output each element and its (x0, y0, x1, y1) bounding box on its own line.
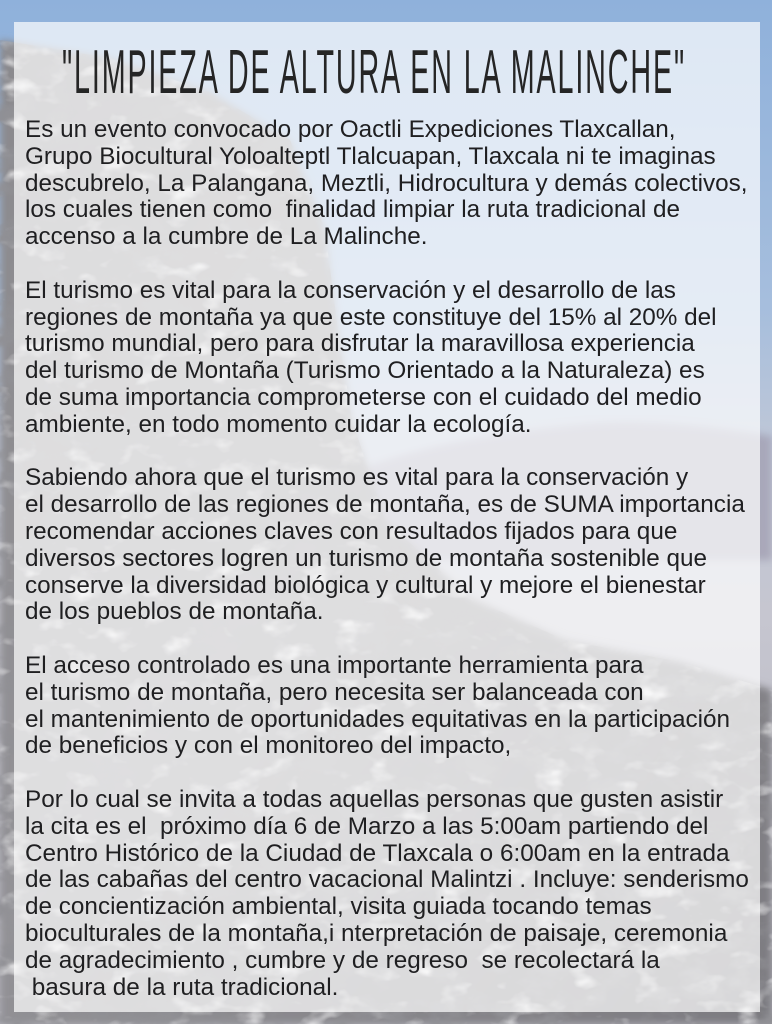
paragraph-mountain-tourism (25, 278, 760, 439)
text-line: el desarrollo de las regiones de montaña, es de SUMA importancia (25, 491, 745, 519)
text-line: Centro Histórico de la Ciudad de Tlaxcala o 6:00am en la entrada (25, 839, 730, 867)
paragraph-controlled-access (25, 653, 760, 760)
text-line: El turismo es vital para la conservación y el desarrollo de las (25, 276, 676, 304)
text-line: los cuales tienen como finalidad limpiar la ruta tradicional de (25, 196, 681, 224)
text-line: de beneficios y con el monitoreo del impacto, (25, 732, 512, 760)
text-line: la cita es el próximo día 6 de Marzo a las 5:00am partiendo del (25, 812, 709, 840)
paragraph-invitation (25, 787, 760, 1001)
paragraph-event-intro (25, 117, 760, 251)
text-line: El acceso controlado es una importante herramienta para (25, 651, 644, 679)
text-line: Por lo cual se invita a todas aquellas personas que gusten asistir (25, 785, 724, 813)
text-line: Grupo Biocultural Yoloalteptl Tlalcuapan, Tlaxcala ni te imaginas (25, 142, 716, 170)
text-line: recomendar acciones claves con resultados fijados para que (25, 517, 678, 545)
text-line: diversos sectores logren un turismo de montaña sostenible que (25, 544, 708, 572)
flyer-title: "LIMPIEZA DE ALTURA EN LA MALINCHE" (62, 38, 686, 107)
text-line: Es un evento convocado por Oactli Expediciones Tlaxcallan, (25, 116, 676, 143)
text-line: ambiente, en todo momento cuidar la ecología. (25, 410, 532, 438)
text-line: basura de la ruta tradicional. (25, 973, 339, 1001)
text-line: de suma importancia comprometerse con el cuidado del medio (25, 383, 702, 411)
text-line: el mantenimiento de oportunidades equitativas en la participación (25, 705, 731, 733)
text-line: descubrelo, La Palangana, Meztli, Hidrocultura y demás colectivos, (25, 169, 748, 197)
text-line: regiones de montaña ya que este constituye del 15% al 20% del (25, 303, 717, 331)
text-line: del turismo de Montaña (Turismo Orientado a la Naturaleza) es (25, 357, 705, 385)
text-line: conserve la diversidad biológica y cultural y mejore el bienestar (25, 571, 706, 599)
text-line: bioculturales de la montaña,i nterpretación de paisaje, ceremonia (25, 919, 728, 947)
text-line: de los pueblos de montaña. (25, 598, 324, 626)
flyer-body (25, 117, 760, 1001)
text-line: Sabiendo ahora que el turismo es vital para la conservación y (25, 464, 689, 492)
text-line: accenso a la cumbre de La Malinche. (25, 223, 428, 251)
paragraph-importance (25, 465, 760, 626)
text-line: de agradecimiento , cumbre y de regreso se recolectará la (25, 946, 660, 974)
text-line: de concientización ambiental, visita guiada tocando temas (25, 893, 652, 921)
title-banner (0, 30, 772, 110)
text-line: turismo mundial, pero para disfrutar la maravillosa experiencia (25, 330, 695, 358)
text-line: de las cabañas del centro vacacional Malintzi . Incluye: senderismo (25, 866, 749, 894)
text-line: el turismo de montaña, pero necesita ser balanceada con (25, 678, 644, 706)
